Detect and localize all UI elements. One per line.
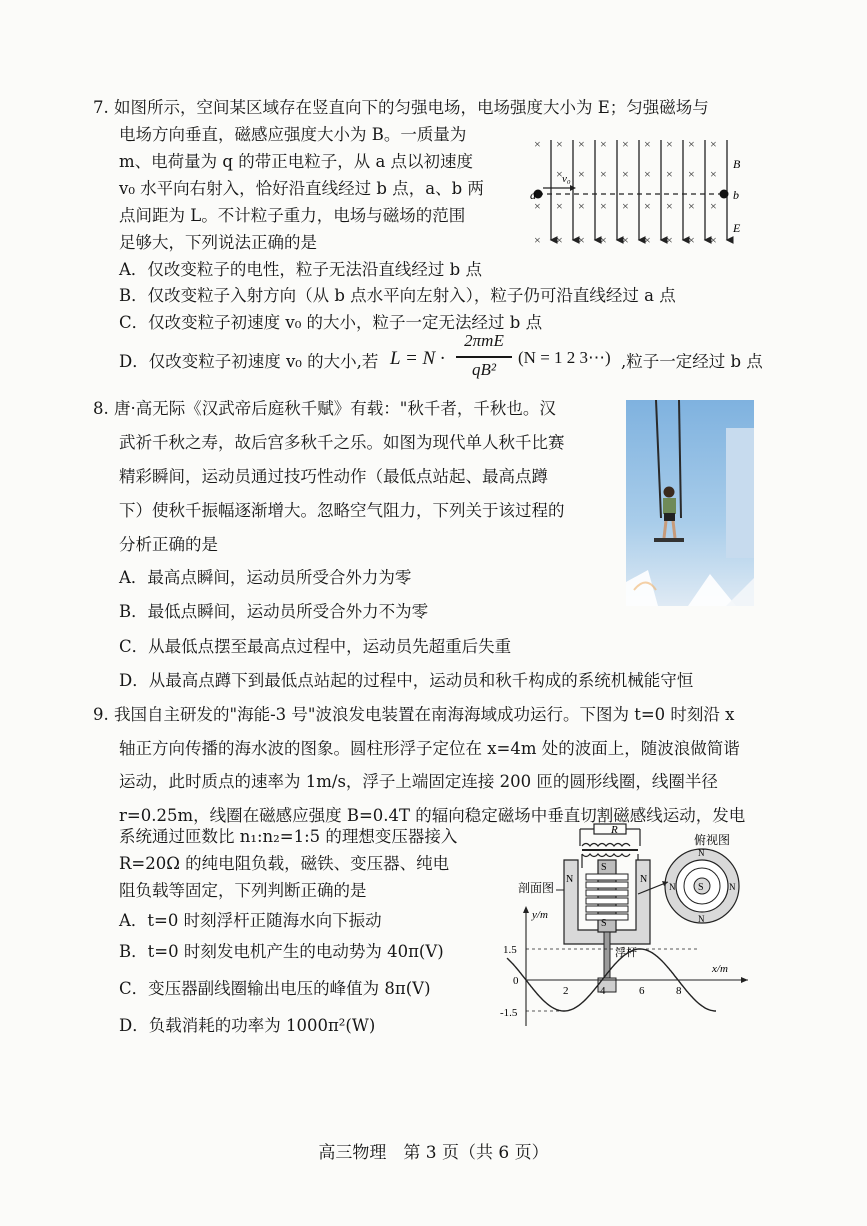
q7-option-b: B．仅改变粒子入射方向（从 b 点水平向左射入），粒子仍可沿直线经过 a 点 xyxy=(119,286,676,305)
q9-topview-label-S: S xyxy=(698,882,704,893)
q7-option-a: A．仅改变粒子的电性，粒子无法沿直线经过 b 点 xyxy=(119,260,482,279)
q9-tick-x-6: 6 xyxy=(639,985,645,997)
q7-option-d-prefix: D．仅改变粒子初速度 v₀ 的大小,若 xyxy=(119,352,379,371)
q7-magnetic-cross: × xyxy=(622,167,629,181)
q7-magnetic-cross: × xyxy=(644,199,651,213)
q7-label-E: E xyxy=(733,221,741,235)
q7-magnetic-cross: × xyxy=(688,233,695,247)
q8-line-1: 8. 唐·高无际《汉武帝后庭秋千赋》有载："秋千者，千秋也。汉 xyxy=(93,399,556,418)
q9-label-S-top: S xyxy=(601,862,607,873)
q9-line-5: 系统通过匝数比 n₁:n₂=1:5 的理想变压器接入 xyxy=(119,827,458,846)
q9-line-1: 9. 我国自主研发的"海能-3 号"波浪发电装置在南海海域成功运行。下图为 t=0 时刻沿 x xyxy=(93,705,735,724)
q8-line-3: 精彩瞬间，运动员通过技巧性动作（最低点站起、最高点蹲 xyxy=(119,467,548,486)
q7-point-b xyxy=(720,190,729,199)
q7-magnetic-cross: × xyxy=(688,167,695,181)
q7-formula-lhs: L = N · xyxy=(390,348,445,369)
q7-magnetic-cross: × xyxy=(578,233,585,247)
q9-resistor xyxy=(594,824,626,834)
q9-option-c: C．变压器副线圈输出电压的峰值为 8π(V) xyxy=(119,979,431,998)
q7-magnetic-cross: × xyxy=(644,167,651,181)
q9-option-a: A．t=0 时刻浮杆正随海水向下振动 xyxy=(119,911,382,930)
q8-line-4: 下）使秋千振幅逐渐增大。忽略空气阻力，下列关于该过程的 xyxy=(119,501,565,520)
q7-magnetic-cross: × xyxy=(578,167,585,181)
q8-line-2: 武祈千秋之寿，故后宫多秋千之乐。如图为现代单人秋千比赛 xyxy=(119,433,565,452)
q7-magnetic-cross: × xyxy=(688,199,695,213)
q7-magnetic-cross: × xyxy=(600,167,607,181)
q7-magnetic-cross: × xyxy=(666,167,673,181)
q9-topview-N-bottom: N xyxy=(698,914,705,924)
q8-athlete-head xyxy=(664,487,675,498)
q9-option-b: B．t=0 时刻发电机产生的电动势为 40π(V) xyxy=(119,942,444,961)
q9-label-float: 浮杆 xyxy=(615,947,637,959)
q9-axis-x-label: x/m xyxy=(712,963,728,975)
q9-tick-x-2: 2 xyxy=(563,985,569,997)
q7-fraction-bar xyxy=(456,356,512,358)
q8-line-5: 分析正确的是 xyxy=(119,535,218,554)
q7-magnetic-cross: × xyxy=(600,137,607,151)
q9-tick-y-neg: -1.5 xyxy=(500,1007,518,1019)
q7-magnetic-cross: × xyxy=(534,137,541,151)
q9-line-2: 轴正方向传播的海水波的图象。圆柱形浮子定位在 x=4m 处的波面上，随波浪做简谐 xyxy=(119,739,740,758)
q7-magnetic-cross: × xyxy=(710,137,717,151)
q7-magnetic-cross: × xyxy=(556,167,563,181)
q9-label-N-right: N xyxy=(640,874,648,885)
q7-magnetic-cross: × xyxy=(622,233,629,247)
q7-line-6: 足够大，下列说法正确的是 xyxy=(119,233,317,252)
q7-label-B: B xyxy=(733,157,741,171)
q7-magnetic-cross: × xyxy=(622,137,629,151)
q7-label-v0: v₀ xyxy=(562,173,571,185)
q9-line-4: r=0.25m，线圈在磁感应强度 B=0.4T 的辐向稳定磁场中垂直切割磁感线运动，发电 xyxy=(119,806,746,825)
q9-topview-N-top: N xyxy=(698,848,705,858)
q9-line-3: 运动，此时质点的速率为 1m/s，浮子上端固定连接 200 匝的圆形线圈，线圈半径 xyxy=(119,772,718,791)
page-footer: 高三物理 第 3 页（共 6 页） xyxy=(318,1143,549,1163)
q7-label-a: a xyxy=(530,188,536,202)
q9-axis-y-label: y/m xyxy=(532,909,548,921)
q8-option-a: A．最高点瞬间，运动员所受合外力为零 xyxy=(119,568,412,587)
q7-magnetic-cross: × xyxy=(666,137,673,151)
q9-tick-x-4: 4 xyxy=(600,985,606,997)
q7-magnetic-cross: × xyxy=(710,199,717,213)
q7-magnetic-cross: × xyxy=(534,199,541,213)
q8-option-d: D．从最高点蹲下到最低点站起的过程中，运动员和秋千构成的系统机械能守恒 xyxy=(119,671,694,690)
q7-formula-numerator: 2πmE xyxy=(464,331,504,350)
q9-option-d: D．负载消耗的功率为 1000π²(W) xyxy=(119,1016,376,1035)
q7-magnetic-cross: × xyxy=(622,199,629,213)
q9-tick-x-8: 8 xyxy=(676,985,682,997)
q7-field-figure xyxy=(522,136,752,252)
q9-line-7: 阻负载等固定，下列判断正确的是 xyxy=(119,881,367,900)
q7-formula-rhs: (N = 1 2 3⋯) xyxy=(518,348,611,367)
q8-swing-seat xyxy=(654,538,684,542)
q9-topview-N-right: N xyxy=(729,882,736,892)
q7-option-c: C．仅改变粒子初速度 v₀ 的大小，粒子一定无法经过 b 点 xyxy=(119,313,543,332)
q9-transformer-secondary xyxy=(582,844,630,847)
q7-label-b: b xyxy=(733,188,739,202)
q7-magnetic-cross: × xyxy=(556,137,563,151)
q7-magnetic-cross: × xyxy=(600,199,607,213)
q7-line-3: m、电荷量为 q 的带正电粒子，从 a 点以初速度 xyxy=(119,152,474,171)
q7-magnetic-cross: × xyxy=(534,233,541,247)
q8-option-b: B．最低点瞬间，运动员所受合外力不为零 xyxy=(119,602,429,621)
q7-magnetic-cross: × xyxy=(556,233,563,247)
q7-line-2: 电场方向垂直，磁感应强度大小为 B。一质量为 xyxy=(119,125,467,144)
q8-building-shape xyxy=(726,428,754,558)
q7-magnetic-cross: × xyxy=(578,137,585,151)
q7-magnetic-cross: × xyxy=(556,199,563,213)
q9-transformer-primary xyxy=(582,854,630,857)
q7-line-1: 7. 如图所示，空间某区域存在竖直向下的匀强电场，电场强度大小为 E；匀强磁场与 xyxy=(93,98,709,117)
q8-athlete-shorts xyxy=(664,513,675,521)
q9-label-top-view: 俯视图 xyxy=(694,833,731,847)
q9-label-N-left: N xyxy=(566,874,574,885)
q7-formula-denominator: qB² xyxy=(472,360,496,379)
q9-line-6: R=20Ω 的纯电阻负载，磁铁、变压器、纯电 xyxy=(119,854,450,873)
q7-magnetic-cross: × xyxy=(688,137,695,151)
q7-magnetic-cross: × xyxy=(644,137,651,151)
q9-generator-figure xyxy=(498,820,760,1026)
q8-swing-photo xyxy=(626,400,754,606)
q9-topview-N-left: N xyxy=(669,882,676,892)
q9-tick-y-zero: 0 xyxy=(513,975,519,987)
q9-label-R: R xyxy=(611,824,618,836)
q7-magnetic-cross: × xyxy=(666,199,673,213)
q7-option-d-suffix: ,粒子一定经过 b 点 xyxy=(621,352,763,371)
q8-athlete-body xyxy=(663,498,676,514)
q7-magnetic-cross: × xyxy=(666,233,673,247)
q9-label-S-bottom: S xyxy=(601,918,607,929)
q7-magnetic-cross: × xyxy=(644,233,651,247)
q9-wave-graph xyxy=(500,906,748,1026)
q7-magnetic-cross: × xyxy=(710,167,717,181)
q7-magnetic-cross: × xyxy=(710,233,717,247)
q7-magnetic-cross: × xyxy=(578,199,585,213)
q7-magnetic-cross: × xyxy=(600,233,607,247)
q7-line-4: v₀ 水平向右射入，恰好沿直线经过 b 点，a、b 两 xyxy=(119,179,484,198)
q8-option-c: C．从最低点摆至最高点过程中，运动员先超重后失重 xyxy=(119,637,512,656)
q9-label-section: 剖面图 xyxy=(518,881,555,895)
q7-line-5: 点间距为 L。不计粒子重力，电场与磁场的范围 xyxy=(119,206,466,225)
q9-tick-y-pos: 1.5 xyxy=(503,944,517,956)
